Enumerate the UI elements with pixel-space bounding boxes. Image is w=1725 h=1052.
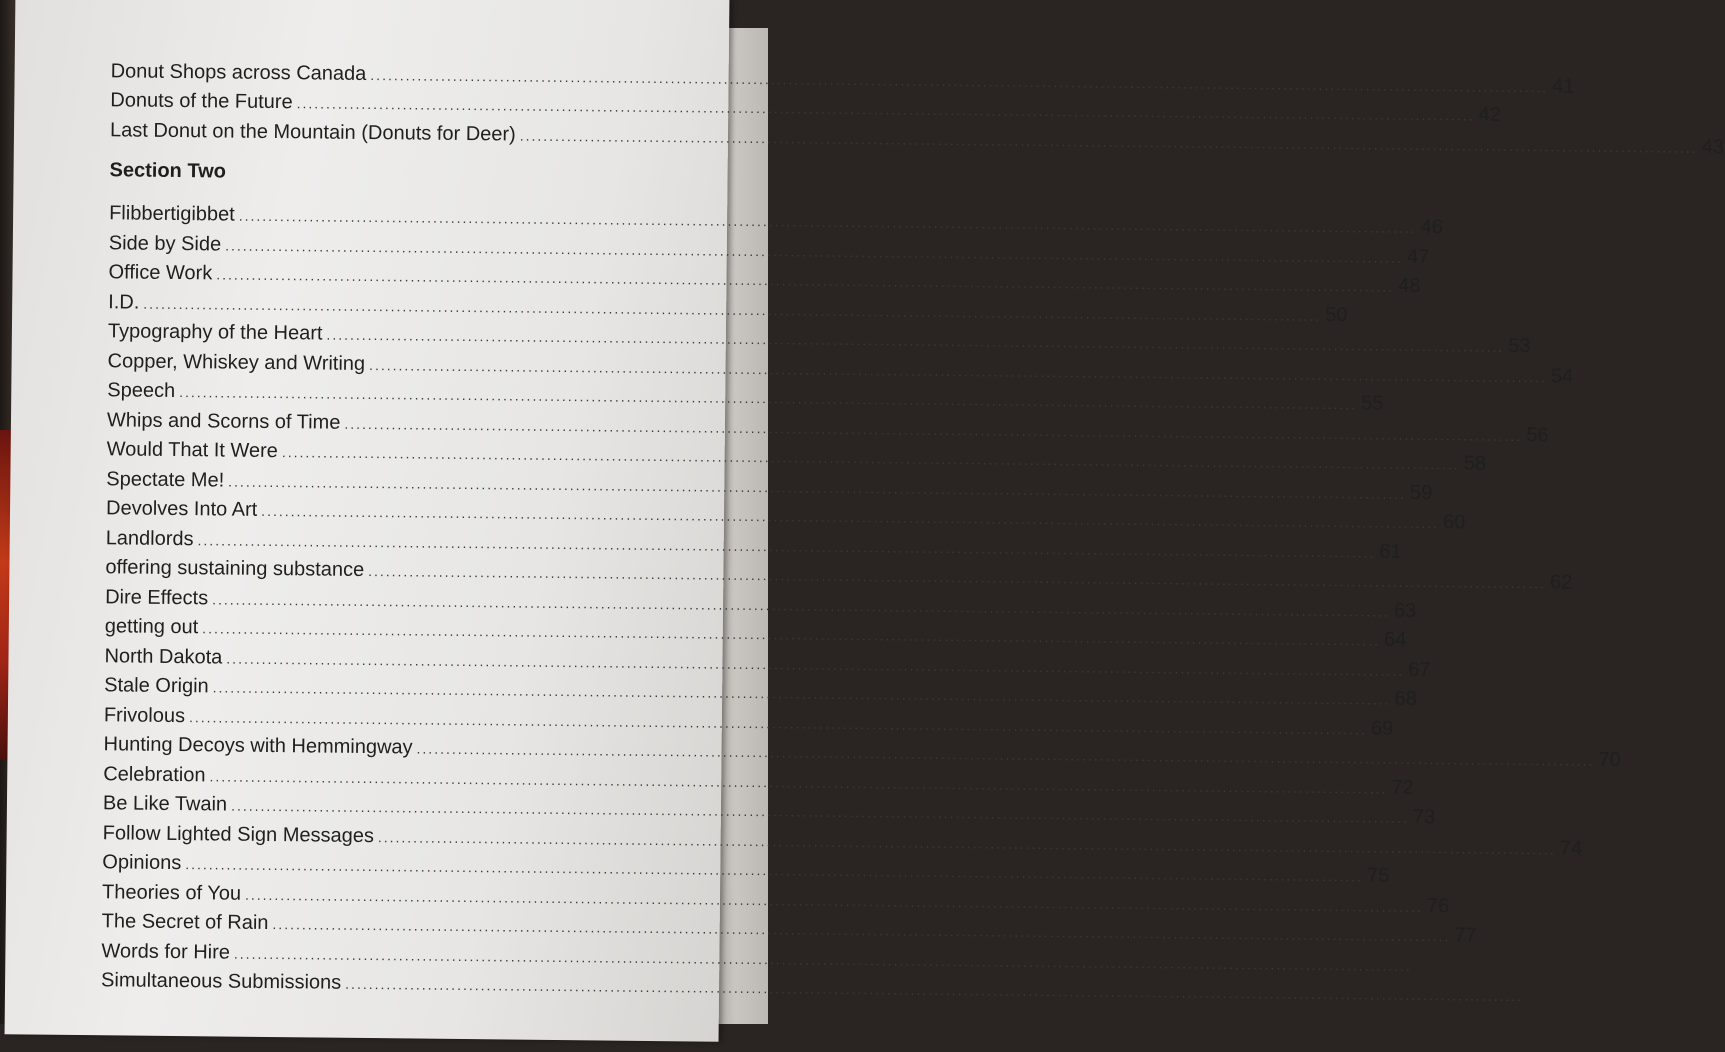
toc-entry: [108, 314, 706, 350]
toc-entry-title: Side by Side: [109, 231, 222, 256]
toc-entry-page-number: 63: [1394, 598, 1412, 622]
toc-entry-title: Dire Effects: [105, 585, 208, 610]
toc-entry: [103, 756, 701, 792]
toc-entry-page-number: 64: [1384, 628, 1402, 652]
toc-entry-page-number: 59: [1410, 480, 1428, 504]
toc-entry-title: Office Work: [108, 260, 212, 285]
toc-entry-title: getting out: [105, 614, 199, 639]
toc-entry-title: Flibbertigibbet: [109, 201, 235, 226]
toc-entry-title: Simultaneous Submissions: [101, 968, 341, 995]
toc-entry-page-number: 60: [1443, 510, 1461, 534]
toc-entry-page-number: 67: [1408, 657, 1426, 681]
toc-entry-title: offering sustaining substance: [105, 555, 364, 582]
toc-entry-page-number: 70: [1598, 748, 1616, 772]
dot-leader: ........................................................................................................................................................................................................: [272, 917, 1450, 943]
toc-entry-title: Words for Hire: [101, 939, 230, 964]
toc-entry: [107, 343, 705, 379]
toc-entry: [109, 225, 707, 261]
toc-entry-title: The Secret of Rain: [102, 909, 269, 935]
toc-entry-title: Speech: [107, 378, 175, 403]
dot-leader: ........................................................................................................................................................................................................: [345, 977, 1523, 1003]
dot-leader: ........................................................................................................................................................................................................: [370, 68, 1548, 94]
dot-leader: ........................................................................................................................................................................................................: [231, 799, 1409, 825]
toc-entry: [111, 53, 709, 89]
toc-entry: [106, 461, 704, 497]
dot-leader: ........................................................................................................................................................................................................: [417, 742, 1595, 768]
dot-leader: ........................................................................................................................................................................................................: [189, 710, 1367, 736]
dot-leader: ........................................................................................................................................................................................................: [185, 857, 1363, 883]
toc-entry: [101, 933, 699, 969]
dot-leader: ........................................................................................................................................................................................................: [368, 564, 1546, 590]
toc-entry-title: Donut Shops across Canada: [111, 59, 367, 86]
dot-leader: ........................................................................................................................................................................................................: [216, 267, 1394, 293]
toc-entry-title: I.D.: [108, 290, 139, 314]
toc-entry: [102, 904, 700, 940]
dot-leader: ........................................................................................................................................................................................................: [212, 592, 1390, 618]
toc-entry-page-number: 72: [1391, 775, 1409, 799]
toc-entry-page-number: 61: [1379, 539, 1397, 563]
section-two-entries: [101, 196, 707, 999]
table-of-contents: [101, 53, 709, 998]
toc-entry-title: North Dakota: [104, 644, 222, 669]
toc-entry-title: Last Donut on the Mountain (Donuts for Deer): [110, 118, 516, 146]
toc-entry-page-number: 69: [1371, 716, 1389, 740]
toc-entry-page-number: 58: [1464, 451, 1482, 475]
dot-leader: ........................................................................................................................................................................................................: [378, 830, 1556, 856]
toc-entry: [101, 963, 699, 999]
toc-entry: [105, 609, 703, 645]
toc-entry-title: Spectate Me!: [106, 467, 224, 492]
dot-leader: ........................................................................................................................................................................................................: [369, 358, 1547, 384]
toc-entry-title: Hunting Decoys with Hemmingway: [103, 732, 412, 759]
toc-entry-page-number: 54: [1551, 364, 1569, 388]
toc-entry: [105, 550, 703, 586]
toc-entry: [110, 83, 708, 119]
toc-entry-page-number: 76: [1427, 894, 1445, 918]
dot-leader: ........................................................................................................................................................................................................: [520, 128, 1698, 154]
section-one-entries: [110, 53, 709, 148]
dot-leader: ........................................................................................................................................................................................................: [344, 416, 1522, 442]
toc-entry-page-number: 50: [1325, 303, 1343, 327]
toc-entry: [106, 491, 704, 527]
toc-entry-title: Follow Lighted Sign Messages: [103, 821, 375, 848]
toc-entry-title: Would That It Were: [107, 437, 278, 463]
dot-leader: ........................................................................................................................................................................................................: [226, 651, 1404, 677]
dot-leader: ........................................................................................................................................................................................................: [213, 680, 1391, 706]
toc-entry-title: Theories of You: [102, 880, 241, 905]
dot-leader: ........................................................................................................................................................................................................: [198, 533, 1376, 559]
dot-leader: ........................................................................................................................................................................................................: [209, 769, 1387, 795]
toc-entry-title: Whips and Scorns of Time: [107, 408, 341, 434]
toc-entry: [103, 727, 701, 763]
dot-leader: ........................................................................................................................................................................................................: [326, 328, 1504, 354]
dot-leader: ........................................................................................................................................................................................................: [234, 946, 1412, 972]
toc-entry: [103, 786, 701, 822]
toc-entry: [109, 196, 707, 232]
toc-entry-page-number: 42: [1478, 103, 1496, 127]
toc-entry-page-number: 77: [1454, 923, 1472, 947]
toc-entry-page-number: 48: [1398, 274, 1416, 298]
toc-entry-title: Frivolous: [104, 703, 185, 728]
toc-entry: [102, 874, 700, 910]
toc-entry: [108, 255, 706, 291]
dot-leader: ........................................................................................................................................................................................................: [179, 385, 1357, 411]
toc-entry-page-number: 53: [1508, 334, 1526, 358]
dot-leader: ........................................................................................................................................................................................................: [143, 296, 1321, 322]
dot-leader: ........................................................................................................................................................................................................: [225, 238, 1403, 264]
toc-entry-page-number: 41: [1552, 74, 1570, 98]
toc-entry-title: Be Like Twain: [103, 791, 227, 816]
toc-entry-page-number: 47: [1407, 244, 1425, 268]
toc-entry-page-number: 62: [1550, 570, 1568, 594]
toc-entry-page-number: 43: [1702, 134, 1720, 158]
toc-entry: [103, 815, 701, 851]
dot-leader: ........................................................................................................................................................................................................: [297, 96, 1475, 122]
toc-entry-title: Typography of the Heart: [108, 319, 323, 345]
dot-leader: ........................................................................................................................................................................................................: [202, 621, 1380, 647]
toc-entry-page-number: 73: [1413, 805, 1431, 829]
toc-entry: [105, 579, 703, 615]
toc-entry-page-number: 74: [1560, 836, 1578, 860]
toc-entry-title: Stale Origin: [104, 673, 209, 698]
toc-entry-page-number: 55: [1361, 391, 1379, 415]
book-page: [5, 0, 730, 1042]
toc-entry-page-number: 56: [1526, 423, 1544, 447]
toc-entry-title: Landlords: [106, 526, 194, 551]
toc-entry: [104, 638, 702, 674]
section-two-heading: Section Two: [109, 142, 707, 196]
toc-entry-title: Devolves Into Art: [106, 496, 257, 522]
toc-entry: [107, 402, 705, 438]
toc-entry: [104, 668, 702, 704]
dot-leader: ........................................................................................................................................................................................................: [245, 887, 1423, 913]
toc-entry: [107, 432, 705, 468]
toc-entry-page-number: 68: [1394, 687, 1412, 711]
toc-entry-title: Celebration: [103, 762, 206, 787]
dot-leader: ........................................................................................................................................................................................................: [239, 209, 1417, 235]
dot-leader: ........................................................................................................................................................................................................: [282, 445, 1460, 471]
toc-entry-title: Copper, Whiskey and Writing: [107, 349, 365, 376]
toc-entry-page-number: 75: [1367, 863, 1385, 887]
toc-entry-page-number: 46: [1421, 215, 1439, 239]
dot-leader: ........................................................................................................................................................................................................: [261, 504, 1439, 530]
toc-entry-title: Donuts of the Future: [110, 88, 293, 114]
toc-entry-title: Opinions: [102, 850, 181, 875]
dot-leader: ........................................................................................................................................................................................................: [228, 474, 1406, 500]
